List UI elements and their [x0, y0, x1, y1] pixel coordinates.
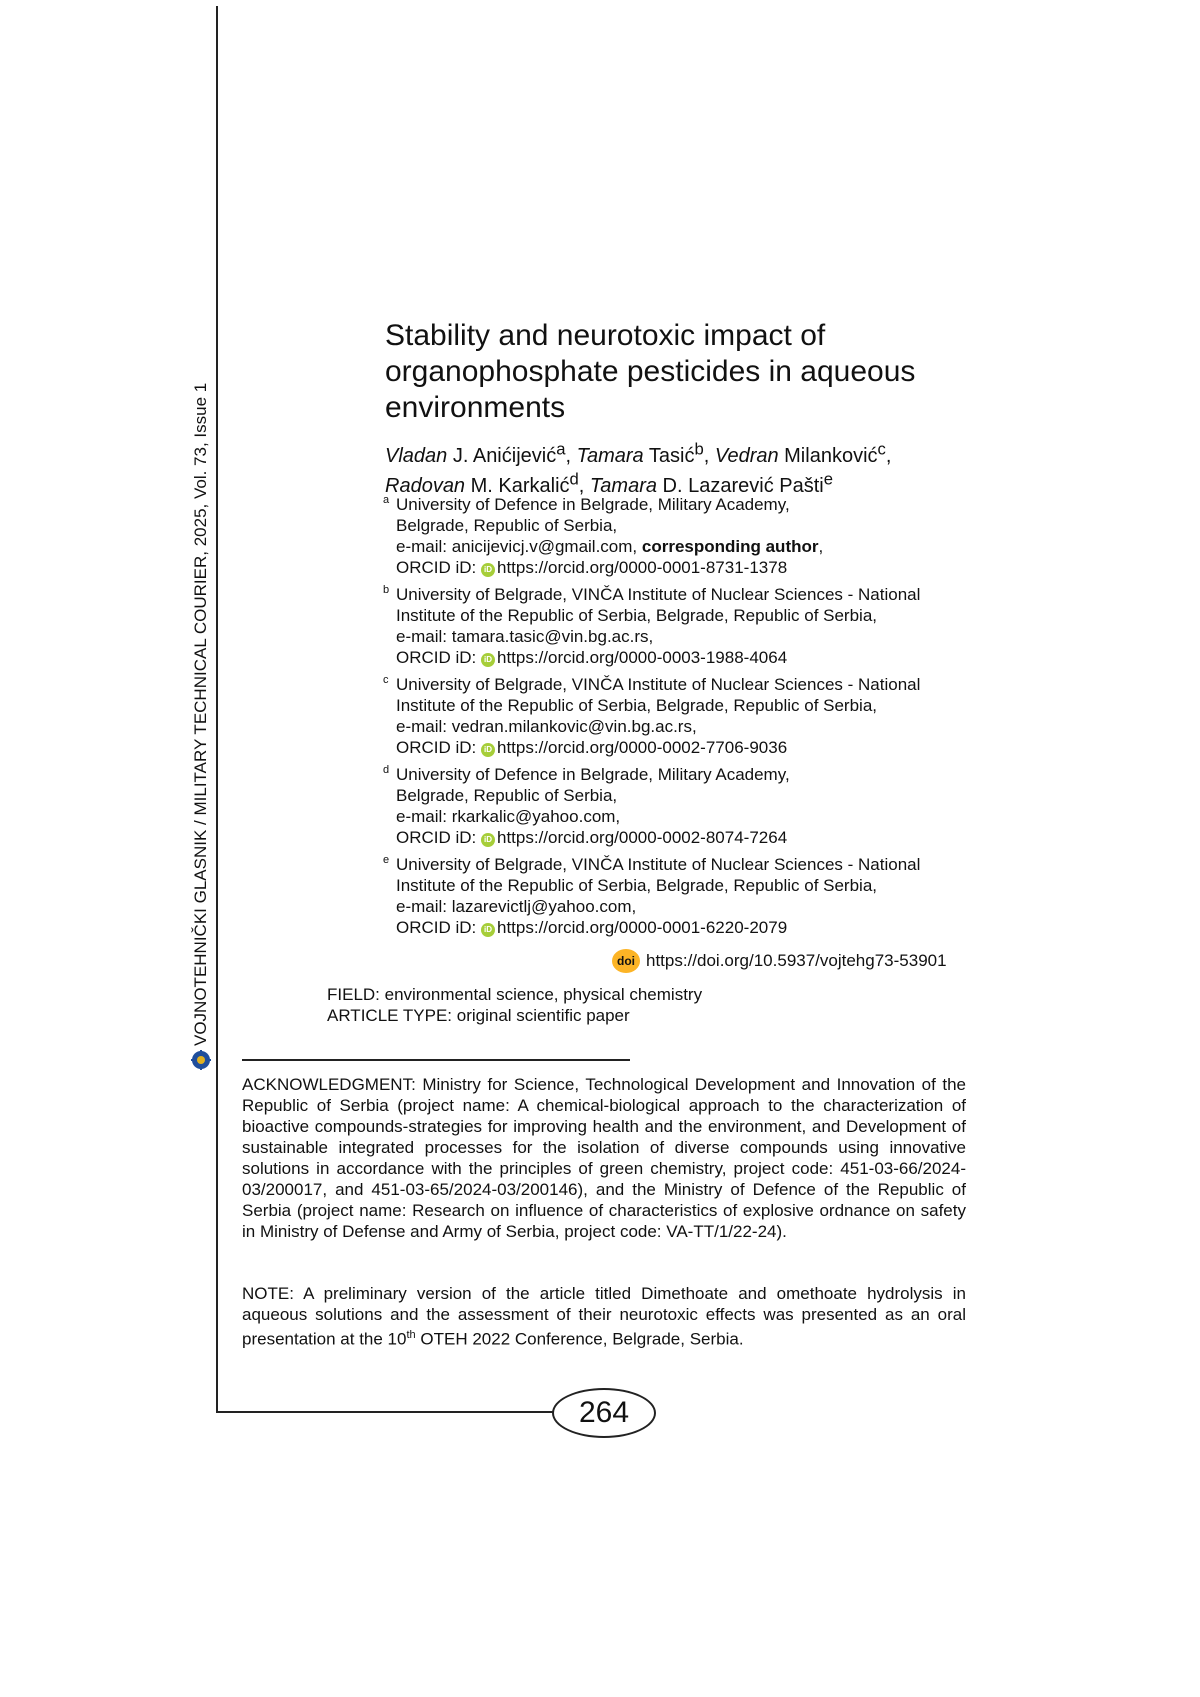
email[interactable]: e-mail: anicijevicj.v@gmail.com,: [396, 537, 642, 556]
orcid-icon: iD: [481, 743, 495, 757]
affiliation-list: [383, 494, 993, 944]
footnote-separator: [242, 1059, 630, 1061]
author: Vedran Milanković$^c$,: [714, 439, 892, 467]
field-line: FIELD: environmental science, physical chemistry: [327, 985, 703, 1004]
author: Tamara Tasić$^b$,: [576, 439, 715, 467]
affiliation: b University of Belgrade, VINČA Institute of Nuclear Sciences - National Institute of the Republic of Serbia, Belgrade, Republic of Serbia, e-mail: tamara.tasic@vin.bg.ac.rs, ORCID iD: iD https://orcid.org/0000-0003-1988-4064: [383, 584, 993, 668]
doi-row: [612, 949, 947, 973]
orcid-icon: iD: [481, 833, 495, 847]
doi-icon: doi: [612, 949, 640, 973]
orcid-link[interactable]: https://orcid.org/0000-0002-7706-9036: [497, 738, 788, 757]
author-list: [385, 437, 985, 498]
orcid-link[interactable]: https://orcid.org/0000-0001-8731-1378: [497, 558, 788, 577]
orcid-icon: iD: [481, 653, 495, 667]
title-line: Stability and neurotoxic impact of: [385, 319, 826, 352]
article-meta: [327, 984, 702, 1026]
orcid-link[interactable]: https://orcid.org/0000-0003-1988-4064: [497, 648, 788, 667]
orcid-icon: iD: [481, 923, 495, 937]
email[interactable]: e-mail: lazarevictlj@yahoo.com,: [396, 897, 637, 916]
author: Vladan J. Anićijević$^a$,: [385, 439, 577, 467]
article-type-line: ARTICLE TYPE: original scientific paper: [327, 1006, 630, 1025]
author: Tamara D. Lazarević Pašti$^e$: [589, 469, 833, 498]
article-title: [385, 318, 985, 426]
frame-horizontal-rule: [216, 1411, 556, 1413]
orcid-link[interactable]: https://orcid.org/0000-0002-8074-7264: [497, 828, 788, 847]
affiliation: d University of Defence in Belgrade, Military Academy, Belgrade, Republic of Serbia, e-mail: rkarkalic@yahoo.com, ORCID iD: iD https://orcid.org/0000-0002-8074-7264: [383, 764, 993, 848]
affiliation: a University of Defence in Belgrade, Military Academy, Belgrade, Republic of Serbia, e-mail: anicijevicj.v@gmail.com, corresponding author, ORCID iD: iD https://orcid.org/0000-0001-8731-1378: [383, 494, 824, 577]
frame-vertical-rule: [216, 6, 218, 1411]
note: NOTE: A preliminary version of the article titled Dimethoate and omethoate hydrolysis in aqueous solutions and the assessment of their neurotoxic effects was presented as an oral presentation at the 10th OTEH 2022 Conference, Belgrade, Serbia.: [242, 1284, 966, 1349]
spine-text: VOJNOTEHNIČKI GLASNIK / MILITARY TECHNICAL COURIER, 2025, Vol. 73, Issue 1: [191, 382, 210, 1046]
page-number-badge: [552, 1388, 656, 1438]
email[interactable]: e-mail: vedran.milankovic@vin.bg.ac.rs,: [396, 717, 697, 736]
author: Radovan M. Karkalić$^d$,: [385, 469, 590, 498]
title-line: organophosphate pesticides in aqueous: [385, 355, 916, 388]
acknowledgment: ACKNOWLEDGMENT: Ministry for Science, Technological Development and Innovation of the Republic of Serbia (project name: A chemical-biological approach to the characterization of bioactive compounds-strategies for improving health and the environment, and Development of sustainable integrated processes for the isolation of diverse compounds using innovative solutions in accordance with the principles of green chemistry, project code: 451-03-66/2024-03/200017, and 451-03-65/2024-03/200146), and the Ministry of Defence of the Republic of Serbia (project name: Research on influence of characteristics of explosive ordnance on safety in Ministry of Defense and Army of Serbia, project code: VA-TT/1/22-24).: [242, 1075, 966, 1241]
doi-link[interactable]: https://doi.org/10.5937/vojtehg73-53901: [646, 951, 947, 970]
journal-logo-icon: [191, 1050, 211, 1070]
email[interactable]: e-mail: tamara.tasic@vin.bg.ac.rs,: [396, 627, 654, 646]
affiliation: e University of Belgrade, VINČA Institute of Nuclear Sciences - National Institute of the Republic of Serbia, Belgrade, Republic of Serbia, e-mail: lazarevictlj@yahoo.com, ORCID iD: iD https://orcid.org/0000-0001-6220-2079: [383, 854, 993, 938]
title-line: environments: [385, 391, 566, 424]
page-number: 264: [578, 1396, 630, 1429]
affiliation: c University of Belgrade, VINČA Institute of Nuclear Sciences - National Institute of the Republic of Serbia, Belgrade, Republic of Serbia, e-mail: vedran.milankovic@vin.bg.ac.rs, ORCID iD: iD https://orcid.org/0000-0002-7706-9036: [383, 674, 993, 758]
orcid-link[interactable]: https://orcid.org/0000-0001-6220-2079: [497, 918, 788, 937]
email[interactable]: e-mail: rkarkalic@yahoo.com,: [396, 807, 621, 826]
orcid-icon: iD: [481, 563, 495, 577]
